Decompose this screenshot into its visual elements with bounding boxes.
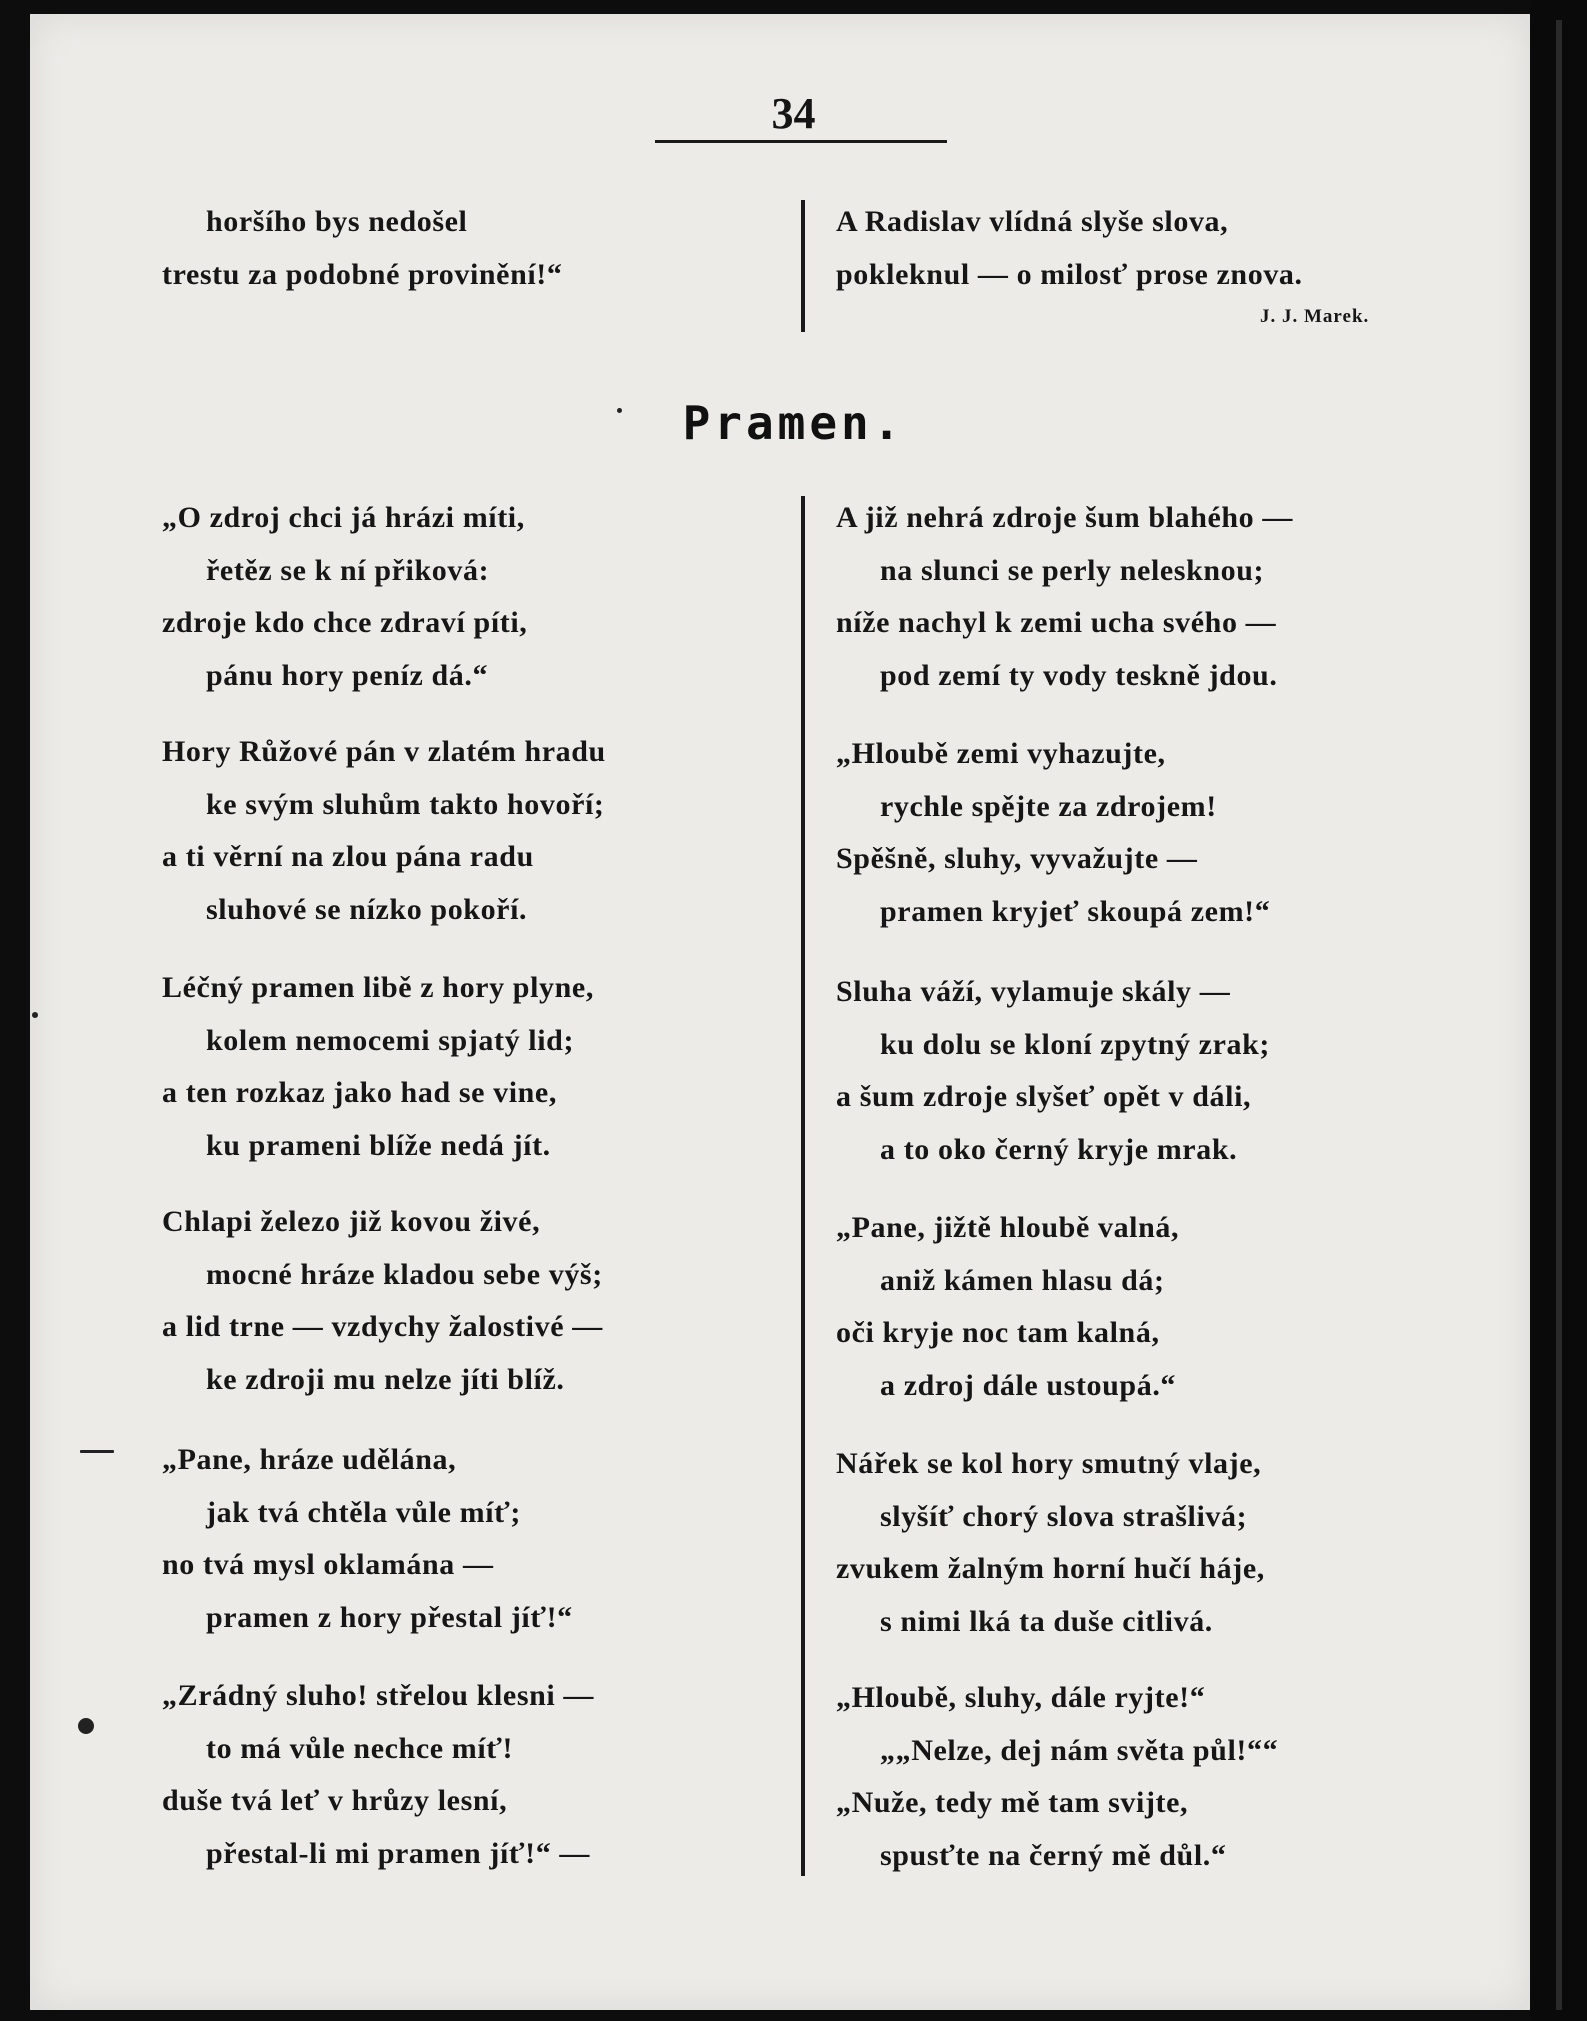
verse-line: „Hloubě, sluhy, dále ryjte!“ — [836, 1681, 1206, 1714]
verse-line: mocné hráze kladou sebe výš; — [206, 1257, 603, 1291]
header-rule — [655, 140, 947, 143]
verse-line: „Pane, hráze udělána, — [162, 1443, 457, 1476]
prev-poem-right — [836, 196, 1303, 301]
stanza-left-1 — [162, 492, 527, 702]
verse-line: oči kryje noc tam kalná, — [836, 1316, 1160, 1349]
verse-line: duše tvá leť v hrůzy lesní, — [162, 1784, 508, 1817]
verse-line: a šum zdroje slyšeť opět v dáli, — [836, 1080, 1252, 1113]
stanza-right-1 — [836, 492, 1293, 702]
verse-line: níže nachyl k zemi ucha svého — — [836, 606, 1277, 639]
stanza-right-2 — [836, 728, 1270, 938]
verse-line: na slunci se perly nelesknou; — [880, 553, 1265, 587]
verse-line: kolem nemocemi spjatý lid; — [206, 1023, 575, 1057]
verse-line: zdroje kdo chce zdraví píti, — [162, 606, 528, 639]
verse-line: ke svým sluhům takto hovoří; — [206, 787, 605, 821]
stanza-left-2 — [162, 726, 606, 936]
verse-line: pramen kryjeť skoupá zem!“ — [880, 894, 1271, 928]
verse-line: ku dolu se kloní zpytný zrak; — [880, 1027, 1270, 1061]
verse-line: rychle spějte za zdrojem! — [880, 789, 1217, 823]
prev-poem-right-line: A Radislav vlídná slyše slova, — [836, 205, 1229, 238]
verse-line: „Hloubě zemi vyhazujte, — [836, 737, 1166, 770]
verse-line: spusťte na černý mě důl.“ — [880, 1838, 1227, 1872]
verse-line: ke zdroji mu nelze jíti blíž. — [206, 1362, 565, 1396]
verse-line: Sluha váží, vylamuje skály — — [836, 975, 1231, 1008]
verse-line: a ti věrní na zlou pána radu — [162, 840, 534, 873]
stanza-right-5 — [836, 1438, 1265, 1648]
verse-line: aniž kámen hlasu dá; — [880, 1263, 1165, 1297]
verse-line: s nimi lká ta duše citlivá. — [880, 1604, 1213, 1638]
verse-line: jak tvá chtěla vůle míť; — [206, 1495, 521, 1529]
ink-speck — [617, 408, 622, 413]
verse-line: „Zrádný sluho! střelou klesni — — [162, 1679, 595, 1712]
poem-title: Pramen. — [682, 396, 905, 450]
author-signature: J. J. Marek. — [1260, 306, 1370, 327]
verse-line: pramen z hory přestal jíť!“ — [206, 1600, 573, 1634]
verse-line: a to oko černý kryje mrak. — [880, 1132, 1238, 1166]
verse-line: Nářek se kol hory smutný vlaje, — [836, 1447, 1262, 1480]
page-edge-line — [1556, 20, 1562, 2010]
verse-line: pánu hory peníz dá.“ — [206, 658, 489, 692]
verse-line: přestal-li mi pramen jíť!“ — — [206, 1836, 591, 1870]
stanza-left-6 — [162, 1670, 594, 1880]
page-number: 34 — [771, 89, 816, 138]
ink-speck — [78, 1718, 94, 1734]
verse-line: „Nuže, tedy mě tam svijte, — [836, 1786, 1189, 1819]
stanza-right-4 — [836, 1202, 1179, 1412]
verse-line: no tvá mysl oklamána — — [162, 1548, 494, 1581]
verse-line: a ten rozkaz jako had se vine, — [162, 1076, 557, 1109]
verse-line: „O zdroj chci já hrázi míti, — [162, 501, 525, 534]
verse-line: Léčný pramen libě z hory plyne, — [162, 971, 594, 1004]
verse-line: to má vůle nechce míť! — [206, 1731, 514, 1765]
verse-line: řetěz se k ní přiková: — [206, 553, 490, 587]
verse-line: pod zemí ty vody teskně jdou. — [880, 658, 1278, 692]
verse-line: sluhové se nízko pokoří. — [206, 892, 528, 926]
stanza-right-3 — [836, 966, 1270, 1176]
verse-line: „Pane, jižtě hloubě valná, — [836, 1211, 1180, 1244]
verse-line: ku prameni blíže nedá jít. — [206, 1128, 551, 1162]
verse-line: slyšíť chorý slova strašlivá; — [880, 1499, 1248, 1533]
column-rule — [801, 496, 805, 1876]
verse-line: „„Nelze, dej nám světa půl!““ — [880, 1733, 1279, 1767]
verse-line: A již nehrá zdroje šum blahého — — [836, 501, 1293, 534]
verse-line: a lid trne — vzdychy žalostivé — — [162, 1310, 603, 1343]
ink-speck — [80, 1450, 114, 1453]
prev-poem-left — [162, 196, 563, 301]
prev-poem-column-rule — [801, 200, 805, 332]
prev-poem-left-line: horšího bys nedošel — [206, 205, 468, 238]
verse-line: Spěšně, sluhy, vyvažujte — — [836, 842, 1198, 875]
stanza-right-6 — [836, 1672, 1278, 1882]
verse-line: Chlapi železo již kovou živé, — [162, 1205, 541, 1238]
prev-poem-left-line: trestu za podobné provinění!“ — [162, 257, 563, 291]
ink-speck — [32, 1012, 38, 1018]
stanza-left-5 — [162, 1434, 573, 1644]
verse-line: zvukem žalným horní hučí háje, — [836, 1552, 1265, 1585]
prev-poem-right-line: pokleknul — o milosť prose znova. — [836, 257, 1303, 291]
verse-line: Hory Růžové pán v zlatém hradu — [162, 735, 606, 768]
stanza-left-3 — [162, 962, 594, 1172]
verse-line: a zdroj dále ustoupá.“ — [880, 1368, 1177, 1402]
stanza-left-4 — [162, 1196, 603, 1406]
